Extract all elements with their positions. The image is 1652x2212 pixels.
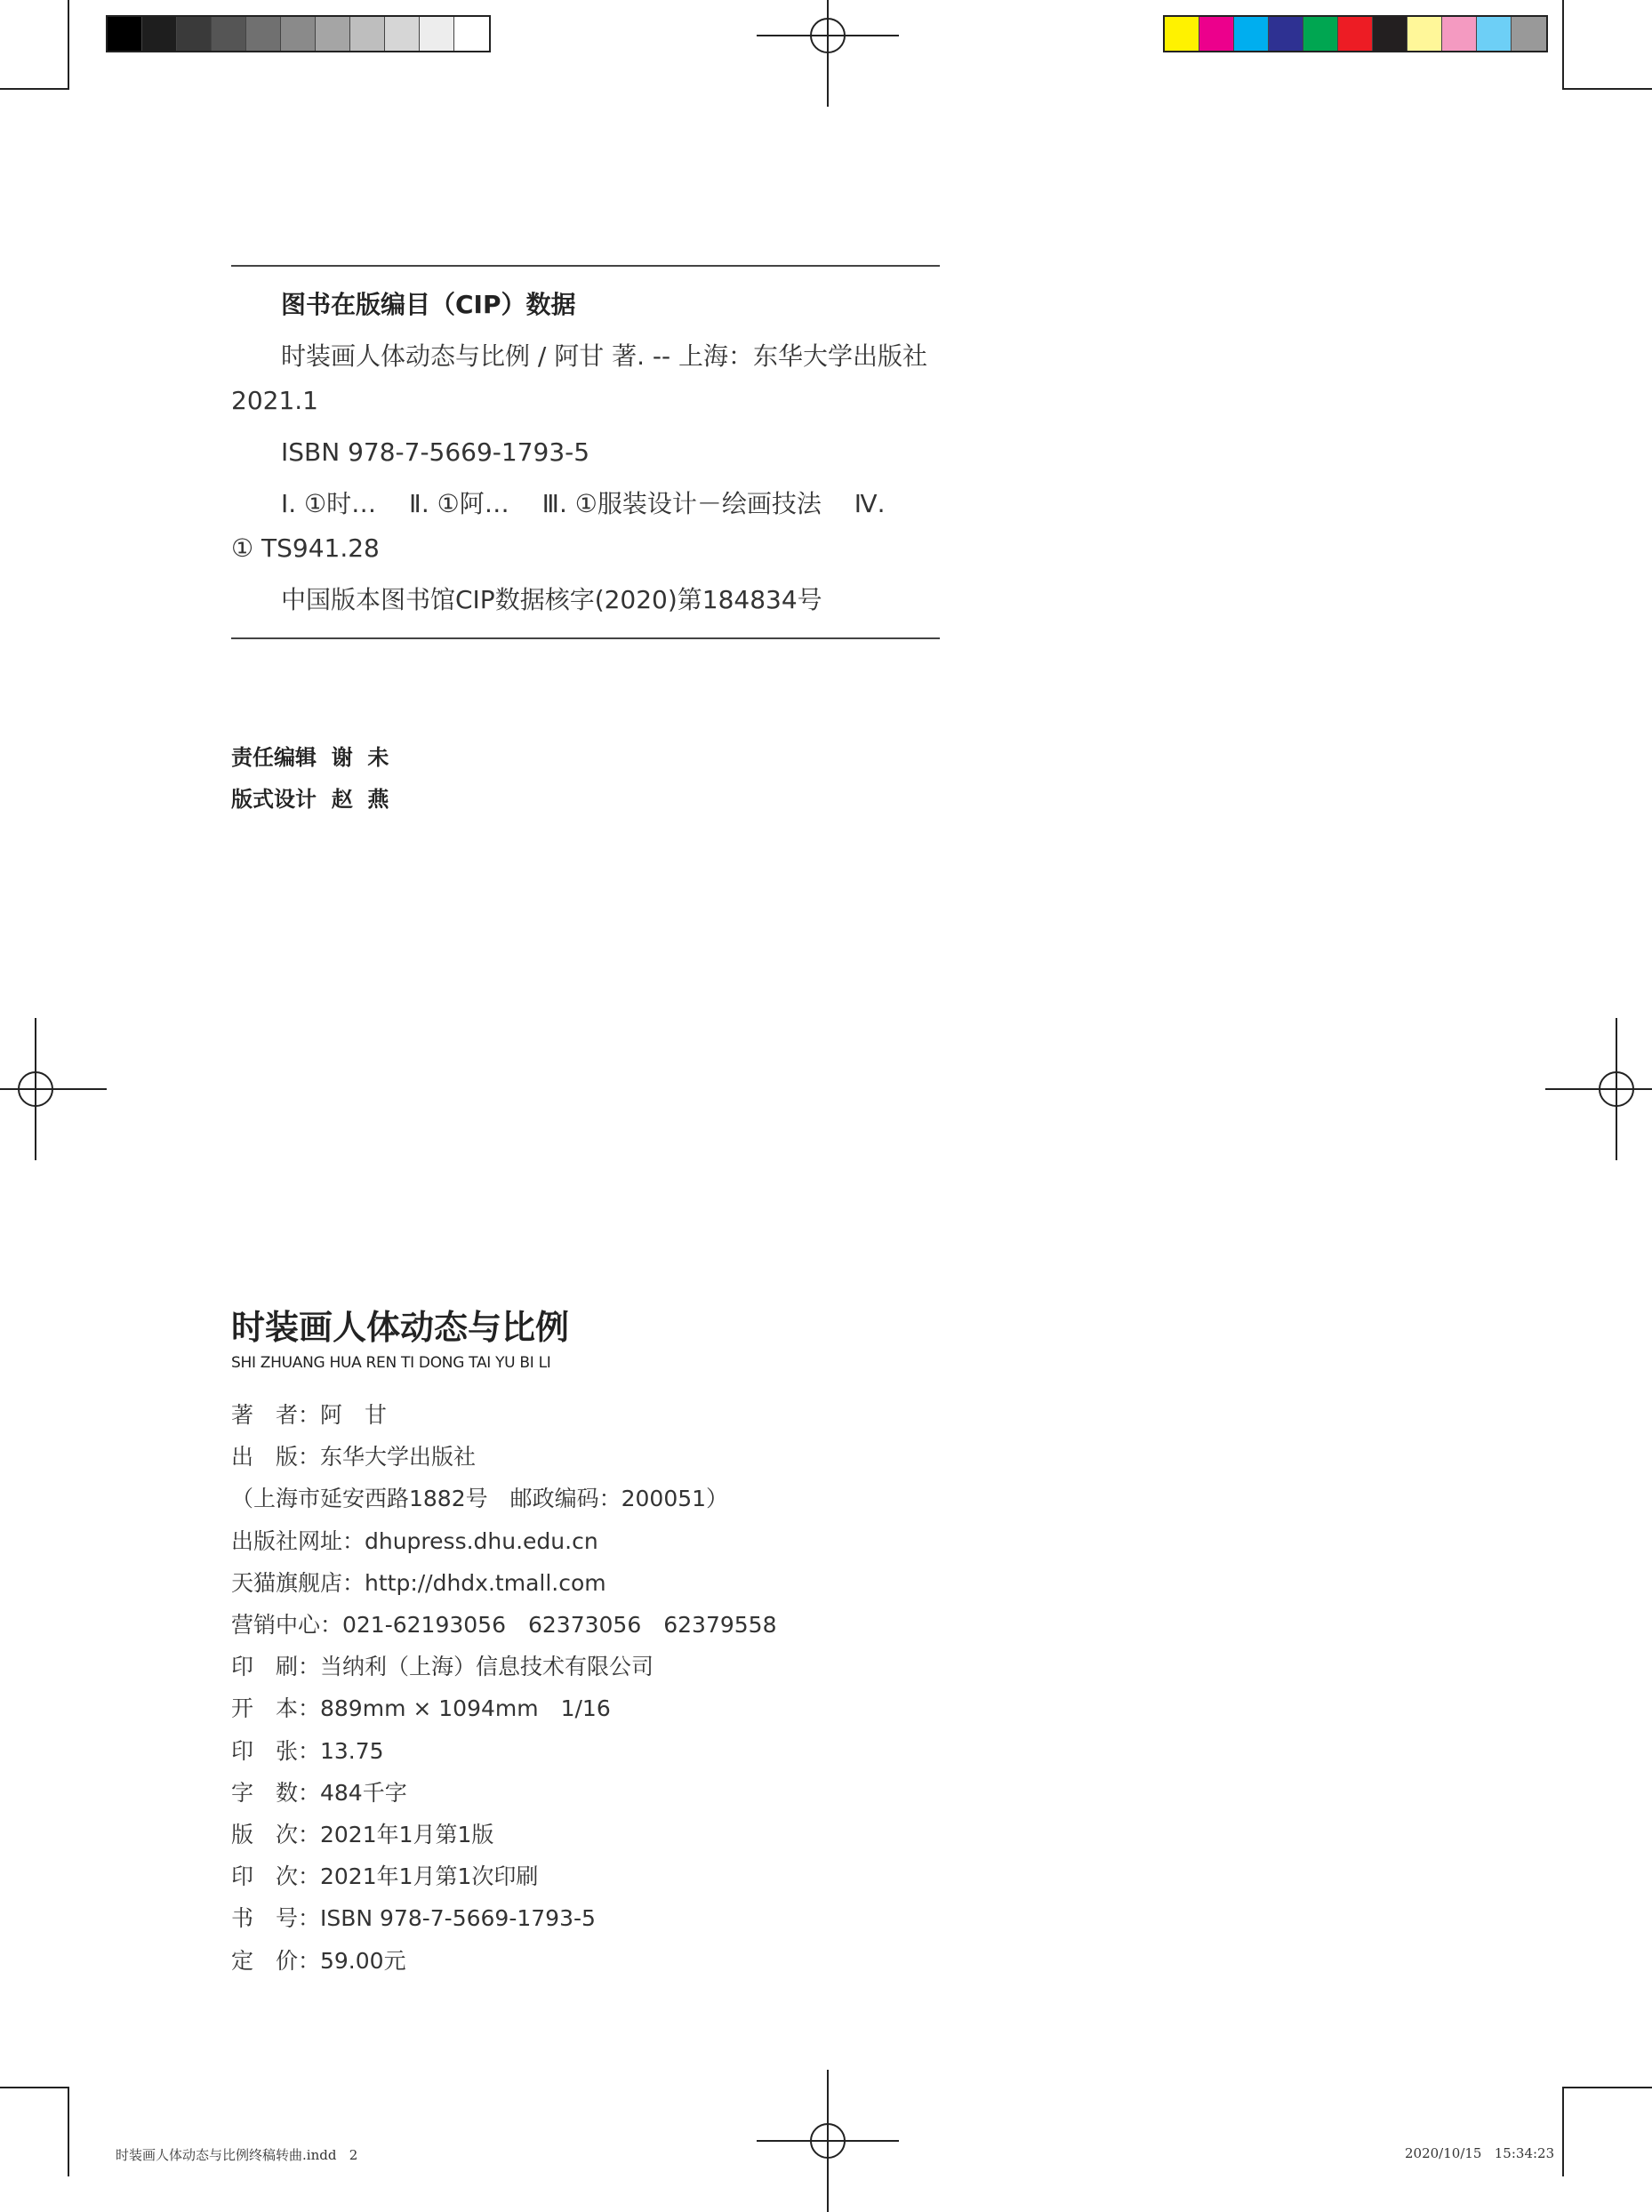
info-printing: 印 次：2021年1月第1次印刷 [231,1863,539,1890]
cip-heading: 图书在版编目（CIP）数据 [281,290,576,319]
color-swatch [142,17,177,51]
cip-isbn: ISBN 978-7-5669-1793-5 [281,437,590,467]
color-swatch [1269,17,1303,51]
color-swatch [350,17,385,51]
color-swatch [1373,17,1407,51]
info-isbn: 书 号：ISBN 978-7-5669-1793-5 [231,1905,596,1932]
registration-mark-right [1545,1018,1652,1160]
info-tmall-store: 天猫旗舰店：http://dhdx.tmall.com [231,1569,606,1596]
cip-title-line: 时装画人体动态与比例 / 阿甘 著. -- 上海：东华大学出版社 [281,341,928,371]
color-swatch [1165,17,1199,51]
info-author: 著 者：阿 甘 [231,1402,388,1428]
info-printer: 印 刷：当纳利（上海）信息技术有限公司 [231,1654,654,1680]
color-swatch [420,17,454,51]
color-swatch [1477,17,1512,51]
color-swatch [1303,17,1338,51]
cip-record-number: 中国版本图书馆CIP数据核字(2020)第184834号 [281,585,822,614]
slug-filename: 时装画人体动态与比例终稿转曲.indd 2 [116,2147,358,2163]
info-format: 开 本：889mm × 1094mm 1/16 [231,1695,611,1722]
info-price: 定 价：59.00元 [231,1947,406,1974]
color-swatch [177,17,212,51]
gray-color-bar [106,15,491,52]
info-edition: 版 次：2021年1月第1版 [231,1822,494,1848]
info-address: （上海市延安西路1882号 邮政编码：200051） [231,1486,729,1512]
info-marketing-phone: 营销中心：021-62193056 62373056 62379558 [231,1612,777,1639]
slug-timestamp: 2020/10/15 15:34:23 [1405,2145,1555,2161]
info-website: 出版社网址：dhupress.dhu.edu.cn [231,1527,598,1554]
cip-title-line-cont: 2021.1 [231,386,318,415]
cip-block [231,283,942,622]
color-swatch [1199,17,1234,51]
color-swatch [281,17,316,51]
registration-mark-left [0,1018,107,1160]
credits [231,737,389,821]
registration-mark-top [757,0,899,107]
cip-bottom-rule [231,637,940,639]
color-swatch [1234,17,1269,51]
cip-classification-cont: ① TS941.28 [231,533,380,563]
book-title-pinyin: SHI ZHUANG HUA REN TI DONG TAI YU BI LI [231,1354,551,1372]
editor-credit: 责任编辑 谢 未 [231,745,389,770]
registration-mark-bottom [757,2070,899,2212]
color-swatch [1442,17,1477,51]
info-word-count: 字 数：484千字 [231,1779,407,1806]
cip-top-rule [231,265,940,267]
info-sheets: 印 张：13.75 [231,1737,384,1764]
color-swatch [1512,17,1546,51]
color-swatch [212,17,246,51]
designer-credit: 版式设计 赵 燕 [231,787,389,812]
color-swatch [454,17,489,51]
color-swatch [1407,17,1442,51]
color-swatch [1338,17,1373,51]
color-swatch [246,17,281,51]
book-title: 时装画人体动态与比例 [231,1308,570,1347]
color-swatch [108,17,142,51]
book-info-list [231,1394,776,1982]
color-swatch [385,17,420,51]
color-swatch [316,17,350,51]
cmyk-color-bar [1163,15,1548,52]
cip-classification: Ⅰ. ①时… Ⅱ. ①阿… Ⅲ. ①服装设计－绘画技法 Ⅳ. [281,489,886,518]
info-publisher: 出 版：东华大学出版社 [231,1444,477,1471]
